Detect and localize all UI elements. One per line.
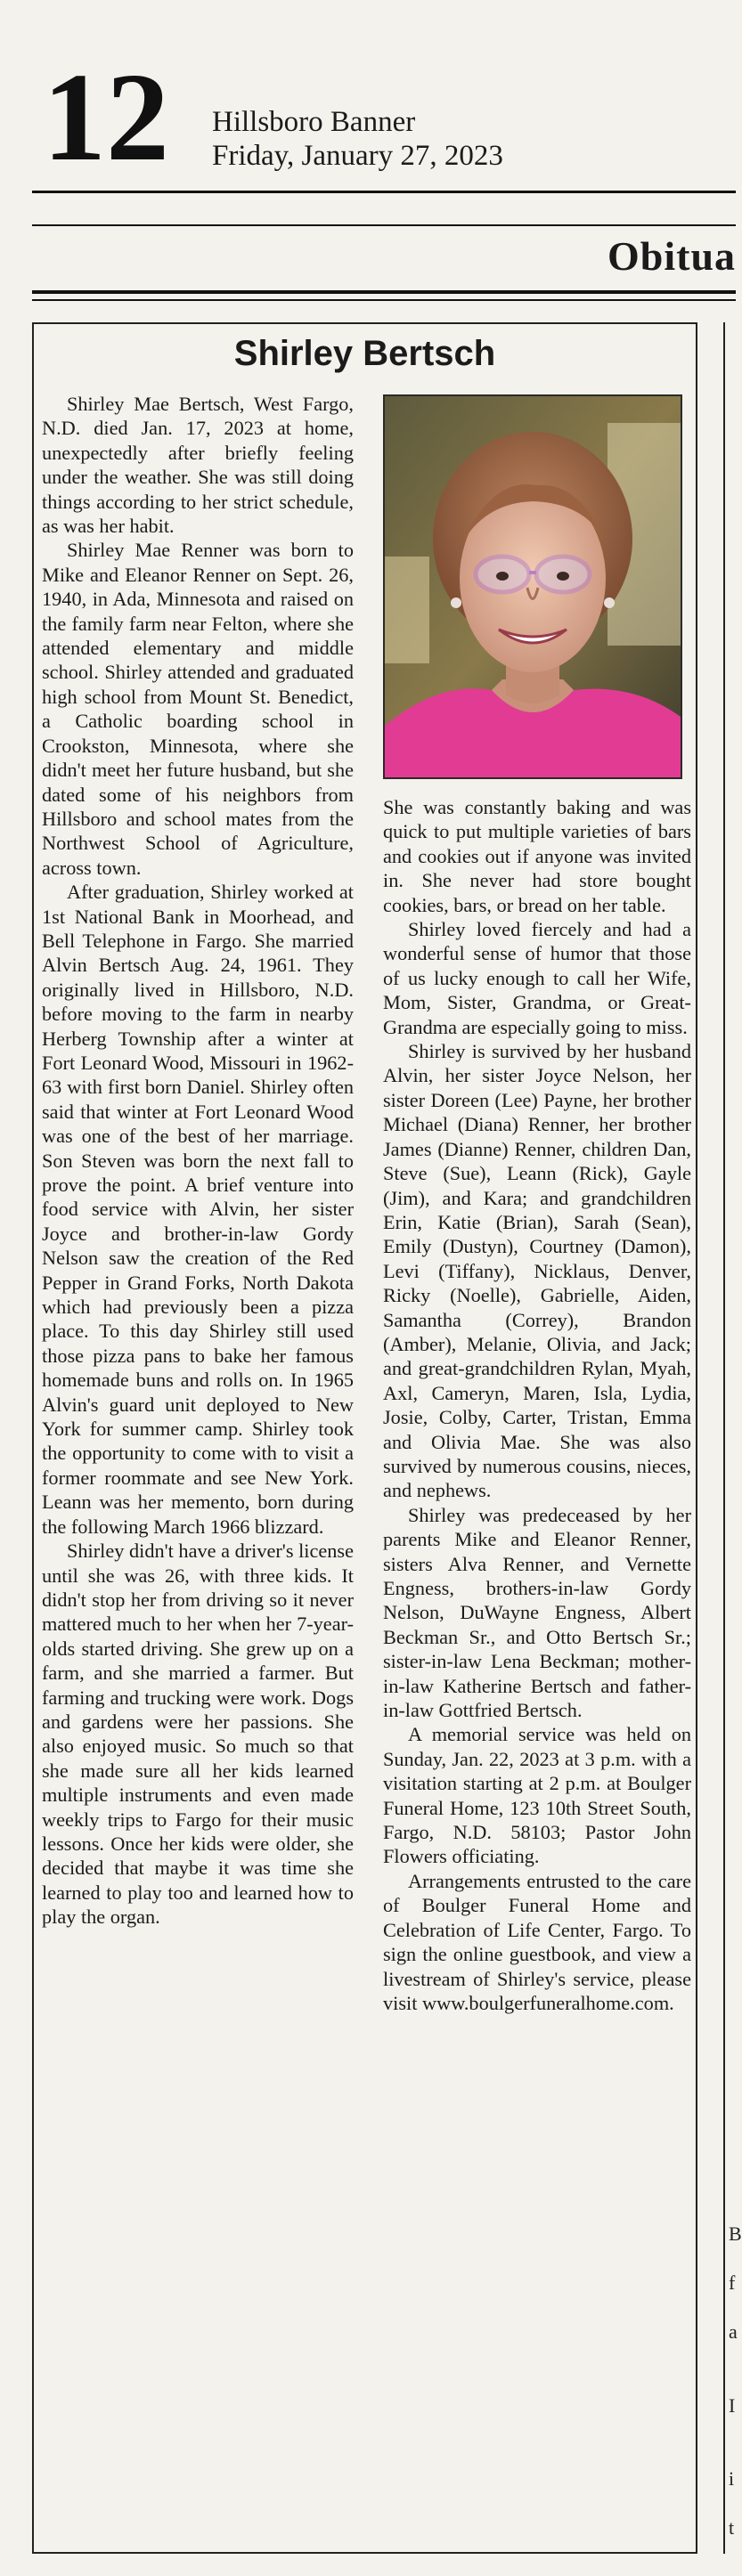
section-rule-thin xyxy=(32,299,736,301)
obituary-continuation: She was constantly baking and was quick to put multiple varieties of bars and cookies out if anyone was invited in. She never had store bought cookies, bars, or bread on her table. xyxy=(383,796,691,916)
adjacent-column-fragment: I xyxy=(729,2394,736,2417)
adjacent-column-fragment: a xyxy=(729,2320,738,2343)
obituary-paragraph: Shirley Mae Renner was born to Mike and Eleanor Renner on Sept. 26, 1940, in Ada, Minnesota and raised on the family farm near Felton, where she attended elementary and middle school. Shirley attended and graduated high school from Mount St. Benedict, a Catholic boarding school in Crookston, Minnesota, where she didn't meet her future husband, but she dated some of his neighbors from Hillsboro and school mates from the Northwest School of Agriculture, across town. xyxy=(42,539,354,879)
obituary-paragraph: Shirley was predeceased by her parents Mike and Eleanor Renner, sisters Alva Renner, and Vernette Engness, brothers-in-law Gordy Nelson, DuWayne Engness, Albert Beckman Sr., and Otto Bertsch Sr.; sister-in-law Lena Beckman; mother-in-law Katherine Bertsch and father-in-law Gottfried Bertsch. xyxy=(383,1503,691,1722)
obituary-paragraph: After graduation, Shirley worked at 1st National Bank in Moorhead, and Bell Telephone in Fargo. She married Alvin Bertsch Aug. 24, 1961. They originally lived in Hillsboro, N.D. before moving to the farm in nearby Herberg Township after a winter at Fort Leonard Wood, Missouri in 1962-63 with first born Daniel. Shirley often said that winter at Fort Leonard Wood was one of the best of her marriage. Son Steven was born the next fall to prove the point. A brief venture into food service with Alvin, her sister Joyce and brother-in-law Gordy Nelson saw the creation of the Red Pepper in Grand Forks, North Dakota which had previously been a pizza place. To this day Shirley still used those pizza pans to bake her famous homemade buns and rolls on. In 1965 Alvin's guard unit deployed to New York for summer camp. Shirley took the opportunity to come with to visit a former roommate and see New York. Leann was her memento, born during the following March 1966 blizzard. xyxy=(42,881,354,1538)
portrait-photo-icon xyxy=(385,396,681,777)
adjacent-column-fragment: i xyxy=(729,2467,735,2490)
obituary-paragraph: Shirley didn't have a driver's license until she was 26, with three kids. It didn't stop her from driving so it never mattered much to her when her 7-year-olds started driving. She grew up on a farm, and she married a farmer. But farming and trucking were work. Dogs and gardens were her passions. She also enjoyed music. So much so that she made sure all her kids learned multiple instruments and even made weekly trips to Fargo for their music lessons. Once her kids were older, she decided that maybe it was time she learned to play too and learned how to play the organ. xyxy=(42,1540,354,1929)
obituary-right-column xyxy=(383,795,691,2015)
section-title: Obitua xyxy=(607,233,737,279)
obituary-paragraph: A memorial service was held on Sunday, Jan. 22, 2023 at 3 p.m. with a visitation starting at 2 p.m. at Boulger Funeral Home, 123 10th Street South, Fargo, N.D. 58103; Pastor John Flowers officiating. xyxy=(383,1723,691,1868)
adjacent-column-fragment: f xyxy=(729,2271,736,2294)
obituary-left-column xyxy=(42,392,354,1930)
masthead xyxy=(0,0,736,214)
obituary-paragraph: Shirley is survived by her husband Alvin, her sister Joyce Nelson, her sister Doreen (Lee) Payne, her brother Michael (Diana) Renner, her brother James (Dianne) Renner, children Dan, Steve (Sue), Leann (Rick), Gayle (Jim), and Kara; and grandchildren Erin, Katie (Brian), Sarah (Sean), Emily (Dustyn), Courtney (Damon), Levi (Tiffany), Nicklaus, Denver, Ricky (Noelle), Gabrielle, Aiden, Samantha (Correy), Brandon (Amber), Melanie, Olivia, and Jack; and great-grandchildren Rylan, Myah, Axl, Cameryn, Maren, Isla, Lydia, Josie, Colby, Carter, Tristan, Emma and Olivia Mae. She was also survived by numerous cousins, nieces, and nephews. xyxy=(383,1040,691,1502)
section-rule-bottom xyxy=(32,290,736,294)
obituary-paragraph: Shirley Mae Bertsch, West Fargo, N.D. died Jan. 17, 2023 at home, unexpectedly after briefly feeling under the weather. She was still doing things according to her strict schedule, as was her habit. xyxy=(42,393,354,538)
section-rule-top xyxy=(32,224,736,226)
obituary-paragraph: Arrangements entrusted to the care of Boulger Funeral Home and Celebration of Life Center, Fargo. To sign the online guestbook, and view a livestream of Shirley's service, please visit www.boulgerfuneralhome.com. xyxy=(383,1869,691,2014)
adjacent-column-fragment: B xyxy=(729,2223,742,2245)
issue-date: Friday, January 27, 2023 xyxy=(212,140,503,172)
adjacent-column-fragment: t xyxy=(729,2516,735,2539)
next-column-rule xyxy=(723,322,725,2554)
portrait-photo xyxy=(383,394,682,779)
obituary-paragraph: Shirley loved fiercely and had a wonderful sense of humor that those of us lucky enough to call her Wife, Mom, Sister, Grandma, or Great-Grandma are especially going to miss. xyxy=(383,918,691,1038)
masthead-rule xyxy=(32,191,736,193)
obituary-headline: Shirley Bertsch xyxy=(233,334,496,373)
paper-name: Hillsboro Banner xyxy=(212,106,416,138)
page-number: 12 xyxy=(43,46,169,187)
